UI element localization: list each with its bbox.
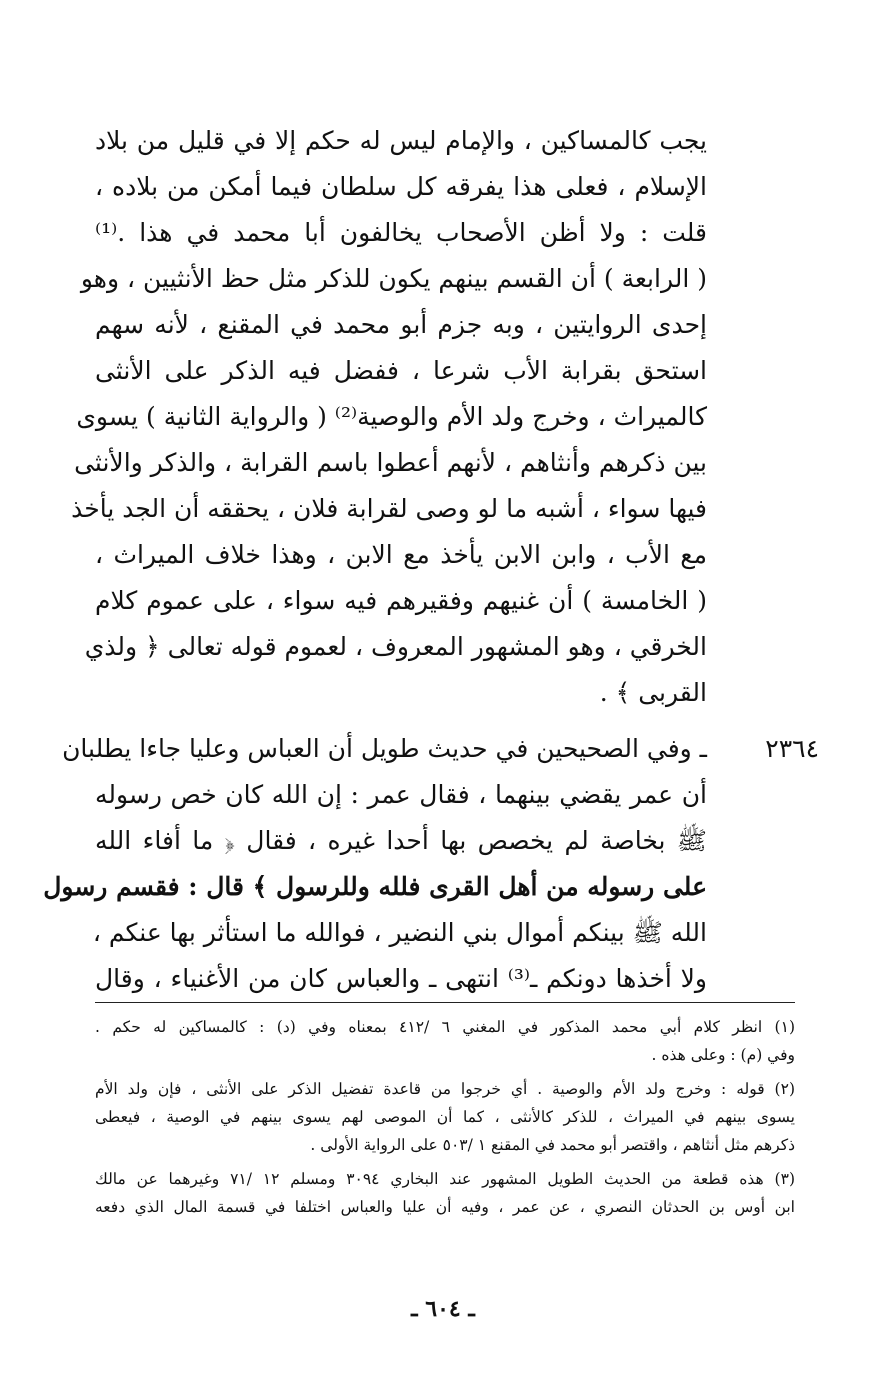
text-line: ( الرابعة ) أن القسم بينهم يكون للذكر مثل حظ الأنثيين ، وهو [80,264,707,293]
entry-line: أن عمر يقضي بينهما ، فقال عمر : إن الله كان خص رسوله [95,780,707,809]
footnote-line: وفي (م) : وعلى هذه . [651,1046,795,1064]
footnote-1 [95,1013,795,1069]
entry-line: ﷺ بخاصة لم يخصص بها أحدا غيره ، فقال ﴿ ما أفاء الله [95,826,707,855]
text-line: إحدى الروايتين ، وبه جزم أبو محمد في المقنع ، لأنه سهم [95,310,707,339]
footnote-line: ذكرهم مثل أنثاهم ، واقتصر أبو محمد في المقنع ١ /٥٠٣ على الرواية الأولى . [310,1136,795,1154]
entry-line: على رسوله من أهل القرى فلله وللرسول ﴾ قال : فقسم رسول [43,872,707,901]
text-line: القربى ﴾ . [599,678,707,707]
page-number: ـ ٦٠٤ ـ [411,1296,475,1322]
hadith-entry [43,726,819,1002]
text-line: يجب كالمساكين ، والإمام ليس له حكم إلا في قليل من بلاد [95,126,707,155]
text-line: استحق بقرابة الأب شرعا ، ففضل فيه الذكر على الأنثى [95,356,708,385]
footnote-line: (٢) قوله : وخرج ولد الأم والوصية . أي خرجوا من قاعدة تفضيل الذكر على الأنثى ، فإن ولد الأم [95,1080,795,1098]
footnote-line: (٣) هذه قطعة من الحديث الطويل المشهور عند البخاري ٣٠٩٤ ومسلم ١٢ /٧١ وغيرهما عن مالك [95,1170,795,1188]
text-line: ( الخامسة ) أن غنيهم وفقيرهم فيه سواء ، على عموم كلام [95,586,707,615]
body-paragraph [71,118,708,716]
text-line: فيها سواء ، أشبه ما لو وصى لقرابة فلان ، يحققه أن الجد يأخذ [71,494,707,523]
text-line: الإسلام ، فعلى هذا يفرقه كل سلطان فيما أمكن من بلاده ، [95,172,707,201]
footnote-2 [95,1075,795,1159]
text-line: مع الأب ، وابن الابن يأخذ مع الابن ، وهذا خلاف الميراث ، [95,540,707,569]
footnote-divider [95,1002,795,1003]
entry-line: ـ وفي الصحيحين في حديث طويل أن العباس وعليا جاءا يطلبان [62,734,707,763]
text-line: كالميراث ، وخرج ولد الأم والوصية⁽²⁾ ( والرواية الثانية ) يسوى [76,402,707,431]
footnote-line: ابن أوس بن الحدثان النصري ، عن عمر ، وفيه أن عليا والعباس اختلفا في قسمة المال الذي دفعه [95,1198,795,1216]
footnote-line: (١) انظر كلام أبي محمد المذكور في المغني ٦ /٤١٢ بمعناه وفي (د) : كالمساكين له حكم . [95,1018,795,1036]
entry-line: ولا أخذها دونكم ـ⁽³⁾ انتهى ـ والعباس كان من الأغنياء ، وقال [95,964,707,993]
text-line: الخرقي ، وهو المشهور المعروف ، لعموم قوله تعالى ﴿ ولذي [84,632,707,661]
footnote-line: يسوى بينهم في الميراث ، للذكر كالأنثى ، كما أن الموصى لهم يسوى بينهم في الوصية ، فيعطى [95,1108,795,1126]
entry-number: ٢٣٦٤ [765,734,819,763]
main-text [43,118,819,1002]
text-line: بين ذكرهم وأنثاهم ، لأنهم أعطوا باسم القرابة ، والذكر والأنثى [74,448,707,477]
footnote-3 [95,1165,795,1221]
text-line: قلت : ولا أظن الأصحاب يخالفون أبا محمد في هذا .⁽¹⁾ [95,218,707,247]
footnotes [95,1002,795,1227]
entry-line: الله ﷺ بينكم أموال بني النضير ، فوالله ما استأثر بها عنكم ، [92,918,707,947]
